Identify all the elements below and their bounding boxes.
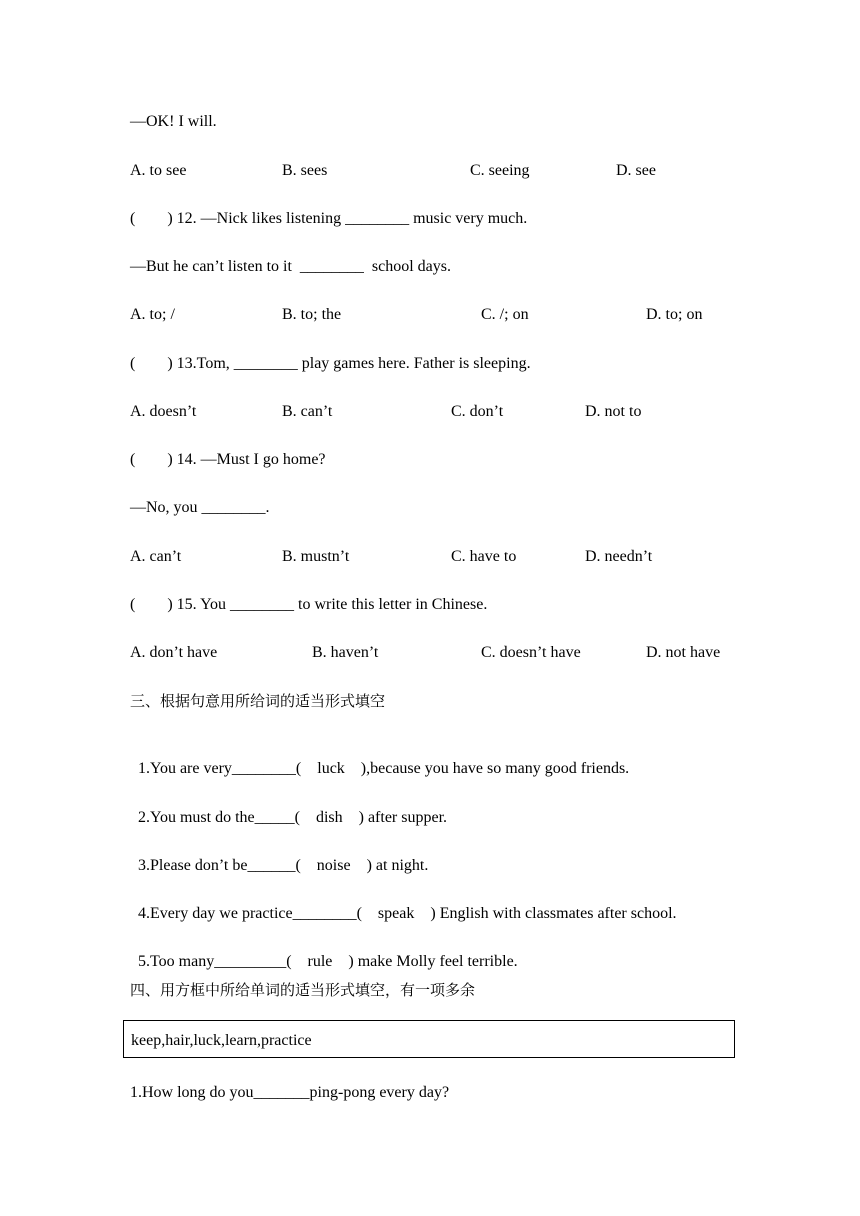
q13-option-d: D. not to (585, 403, 642, 420)
q14-option-c: C. have to (451, 548, 517, 565)
q13-option-a: A. doesn’t (130, 403, 197, 420)
item-pre: 4.Every day we practice (138, 905, 293, 922)
question-14-reply: —No, you ________. (130, 499, 270, 516)
item-post: English with classmates after school. (435, 905, 677, 922)
answer-blank: ________ (231, 760, 296, 777)
section-3-heading: 三、根据句意用所给词的适当形式填空 (130, 692, 386, 710)
word-bank-text: keep,hair,luck,learn,practice (131, 1032, 312, 1049)
q12-option-c: C. /; on (481, 306, 529, 323)
answer-blank: _________ (214, 953, 287, 970)
item-pre: 2.You must do the (138, 809, 255, 826)
given-word: ( rule ) (286, 953, 354, 970)
section-4-heading: 四、用方框中所给单词的适当形式填空，有一项多余 (130, 981, 476, 999)
q15-option-d: D. not have (646, 644, 721, 661)
q14-option-b: B. mustn’t (282, 548, 350, 565)
q13-option-c: C. don’t (451, 403, 504, 420)
item-post: at night. (371, 857, 429, 874)
answer-blank: ______ (247, 857, 296, 874)
q14-option-d: D. needn’t (585, 548, 653, 565)
section-3-item-4 (130, 884, 677, 924)
q14-option-a: A. can’t (130, 548, 182, 565)
word-bank-box (123, 1020, 735, 1058)
item-post: ,because you have so many good friends. (366, 760, 630, 777)
q15-option-b: B. haven’t (312, 644, 379, 661)
item-pre: 1.You are very (138, 760, 232, 777)
q11-option-d: D. see (616, 162, 656, 179)
question-14: ( ) 14. —Must I go home? (130, 451, 326, 468)
given-word: ( speak ) (356, 905, 436, 922)
q11-option-b: B. sees (282, 162, 328, 179)
given-word: ( dish ) (294, 809, 364, 826)
q15-option-c: C. doesn’t have (481, 644, 581, 661)
answer-blank: ________ (292, 905, 357, 922)
item-post: after supper. (363, 809, 448, 826)
q13-option-b: B. can’t (282, 403, 333, 420)
section-3-item-3 (130, 836, 428, 876)
question-12: ( ) 12. —Nick likes listening ________ music very much. (130, 210, 528, 227)
item-post: make Molly feel terrible. (353, 953, 518, 970)
section-4-item-1: 1.How long do you_______ping-pong every day? (130, 1084, 450, 1101)
question-13: ( ) 13.Tom, ________ play games here. Father is sleeping. (130, 355, 531, 372)
q12-option-a: A. to; / (130, 306, 175, 323)
line-ok-i-will: —OK! I will. (130, 113, 217, 130)
q15-option-a: A. don’t have (130, 644, 218, 661)
given-word: ( noise ) (295, 857, 372, 874)
question-12-reply: —But he can’t listen to it ________ school days. (130, 258, 452, 275)
q11-option-a: A. to see (130, 162, 187, 179)
section-3-item-1 (130, 739, 629, 779)
given-word: ( luck ) (295, 760, 367, 777)
section-3-item-5 (130, 932, 518, 972)
question-15: ( ) 15. You ________ to write this letter in Chinese. (130, 596, 488, 613)
q12-option-b: B. to; the (282, 306, 342, 323)
item-pre: 3.Please don’t be (138, 857, 248, 874)
section-3-item-2 (130, 788, 447, 828)
q12-option-d: D. to; on (646, 306, 703, 323)
answer-blank: _____ (254, 809, 295, 826)
item-pre: 5.Too many (138, 953, 215, 970)
q11-option-c: C. seeing (470, 162, 530, 179)
